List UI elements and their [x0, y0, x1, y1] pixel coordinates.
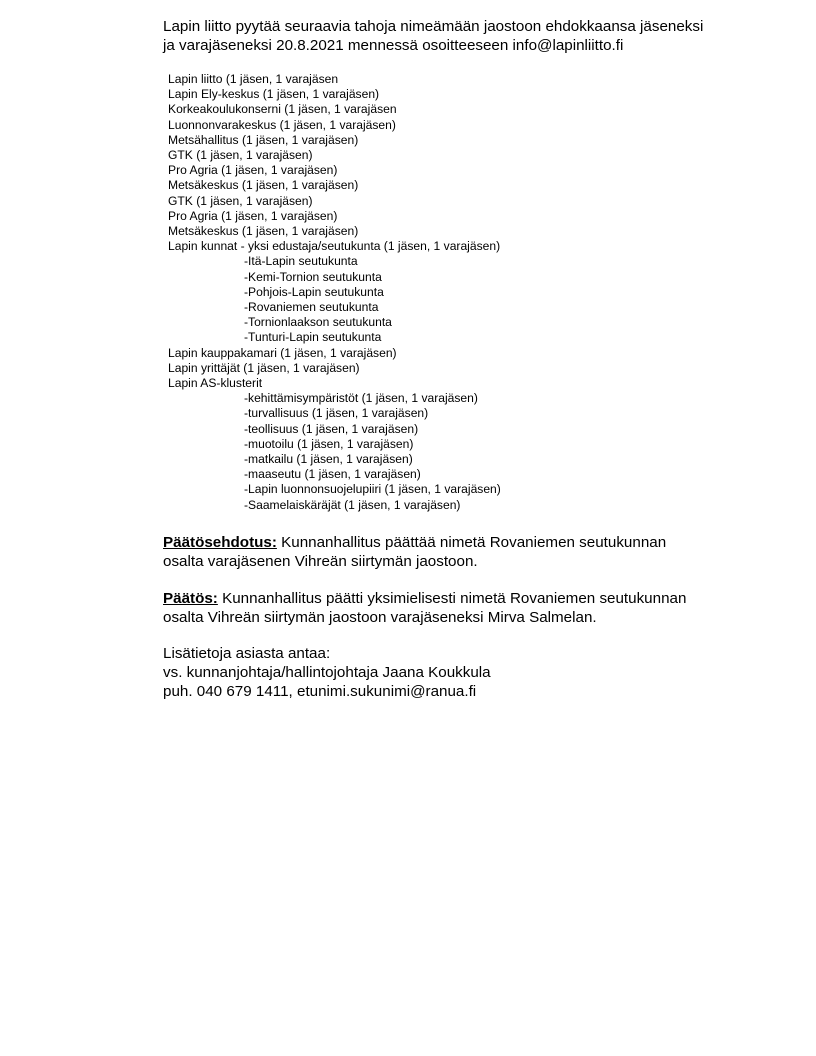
member-list-item: Lapin kauppakamari (1 jäsen, 1 varajäsen) — [168, 345, 397, 360]
member-list-subitem: -Rovaniemen seutukunta — [244, 300, 379, 315]
decision-line — [163, 589, 763, 608]
member-list-subitem: -muotoilu (1 jäsen, 1 varajäsen) — [244, 436, 414, 451]
member-list-item: Korkeakoulukonserni (1 jäsen, 1 varajäsen — [168, 102, 397, 117]
contact-person: vs. kunnanjohtaja/hallintojohtaja Jaana Koukkula — [163, 664, 491, 681]
member-list-subitem: -kehittämisympäristöt (1 jäsen, 1 varajäsen) — [244, 391, 478, 406]
decision-line: osalta Vihreän siirtymän jaostoon varajäseneksi Mirva Salmelan. — [163, 609, 597, 626]
member-list-subitem: -turvallisuus (1 jäsen, 1 varajäsen) — [244, 406, 429, 421]
member-list-subitem: -teollisuus (1 jäsen, 1 varajäsen) — [244, 421, 419, 436]
proposal-label: Päätösehdotus: — [163, 534, 277, 551]
member-list-item: GTK (1 jäsen, 1 varajäsen) — [168, 148, 313, 163]
member-list-subitem: -Saamelaiskäräjät (1 jäsen, 1 varajäsen) — [244, 497, 461, 512]
decision-proposal — [163, 533, 763, 571]
member-list-item: Metsäkeskus (1 jäsen, 1 varajäsen) — [168, 178, 359, 193]
member-list-item: Pro Agria (1 jäsen, 1 varajäsen) — [168, 163, 338, 178]
contact-details: puh. 040 679 1411, etunimi.sukunimi@ranua.fi — [163, 683, 477, 700]
member-list-item: Lapin yrittäjät (1 jäsen, 1 varajäsen) — [168, 360, 360, 375]
member-list-item: Lapin kunnat - yksi edustaja/seutukunta (1 jäsen, 1 varajäsen) — [168, 239, 501, 254]
member-list-subitem: -Itä-Lapin seutukunta — [244, 254, 358, 269]
member-list — [168, 72, 728, 513]
info-heading: Lisätietoja asiasta antaa: — [163, 645, 331, 662]
member-list-item: Pro Agria (1 jäsen, 1 varajäsen) — [168, 208, 338, 223]
decision-label: Päätös: — [163, 590, 218, 607]
member-list-item: Luonnonvarakeskus (1 jäsen, 1 varajäsen) — [168, 117, 396, 132]
member-list-item: GTK (1 jäsen, 1 varajäsen) — [168, 193, 313, 208]
member-list-subitem: -Tornionlaakson seutukunta — [244, 315, 392, 330]
member-list-item: Metsähallitus (1 jäsen, 1 varajäsen) — [168, 132, 359, 147]
member-list-subitem: -Tunturi-Lapin seutukunta — [244, 330, 382, 345]
member-list-subitem: -matkailu (1 jäsen, 1 varajäsen) — [244, 452, 413, 467]
member-list-subitem: -Pohjois-Lapin seutukunta — [244, 284, 384, 299]
proposal-line: osalta varajäsenen Vihreän siirtymän jaostoon. — [163, 553, 478, 570]
member-list-item: Lapin AS-klusterit — [168, 376, 263, 391]
member-list-subitem: -Kemi-Tornion seutukunta — [244, 269, 382, 284]
intro-paragraph — [163, 17, 763, 55]
member-list-item: Metsäkeskus (1 jäsen, 1 varajäsen) — [168, 224, 359, 239]
member-list-item: Lapin Ely-keskus (1 jäsen, 1 varajäsen) — [168, 87, 380, 102]
intro-line: ja varajäseneksi 20.8.2021 mennessä osoitteeseen info@lapinliitto.fi — [163, 37, 624, 54]
member-list-item: Lapin liitto (1 jäsen, 1 varajäsen — [168, 72, 339, 86]
member-list-subitem: -maaseutu (1 jäsen, 1 varajäsen) — [244, 467, 421, 482]
intro-line: Lapin liitto pyytää seuraavia tahoja nimeämään jaostoon ehdokkaansa jäseneksi — [163, 18, 704, 35]
proposal-text: Kunnanhallitus päättää nimetä Rovaniemen seutukunnan — [276, 534, 667, 551]
contact-info — [163, 644, 763, 701]
decision — [163, 589, 763, 627]
member-list-subitem: -Lapin luonnonsuojelupiiri (1 jäsen, 1 varajäsen) — [244, 482, 501, 497]
proposal-line — [163, 533, 763, 552]
decision-text: Kunnanhallitus päätti yksimielisesti nimetä Rovaniemen seutukunnan — [217, 590, 687, 607]
